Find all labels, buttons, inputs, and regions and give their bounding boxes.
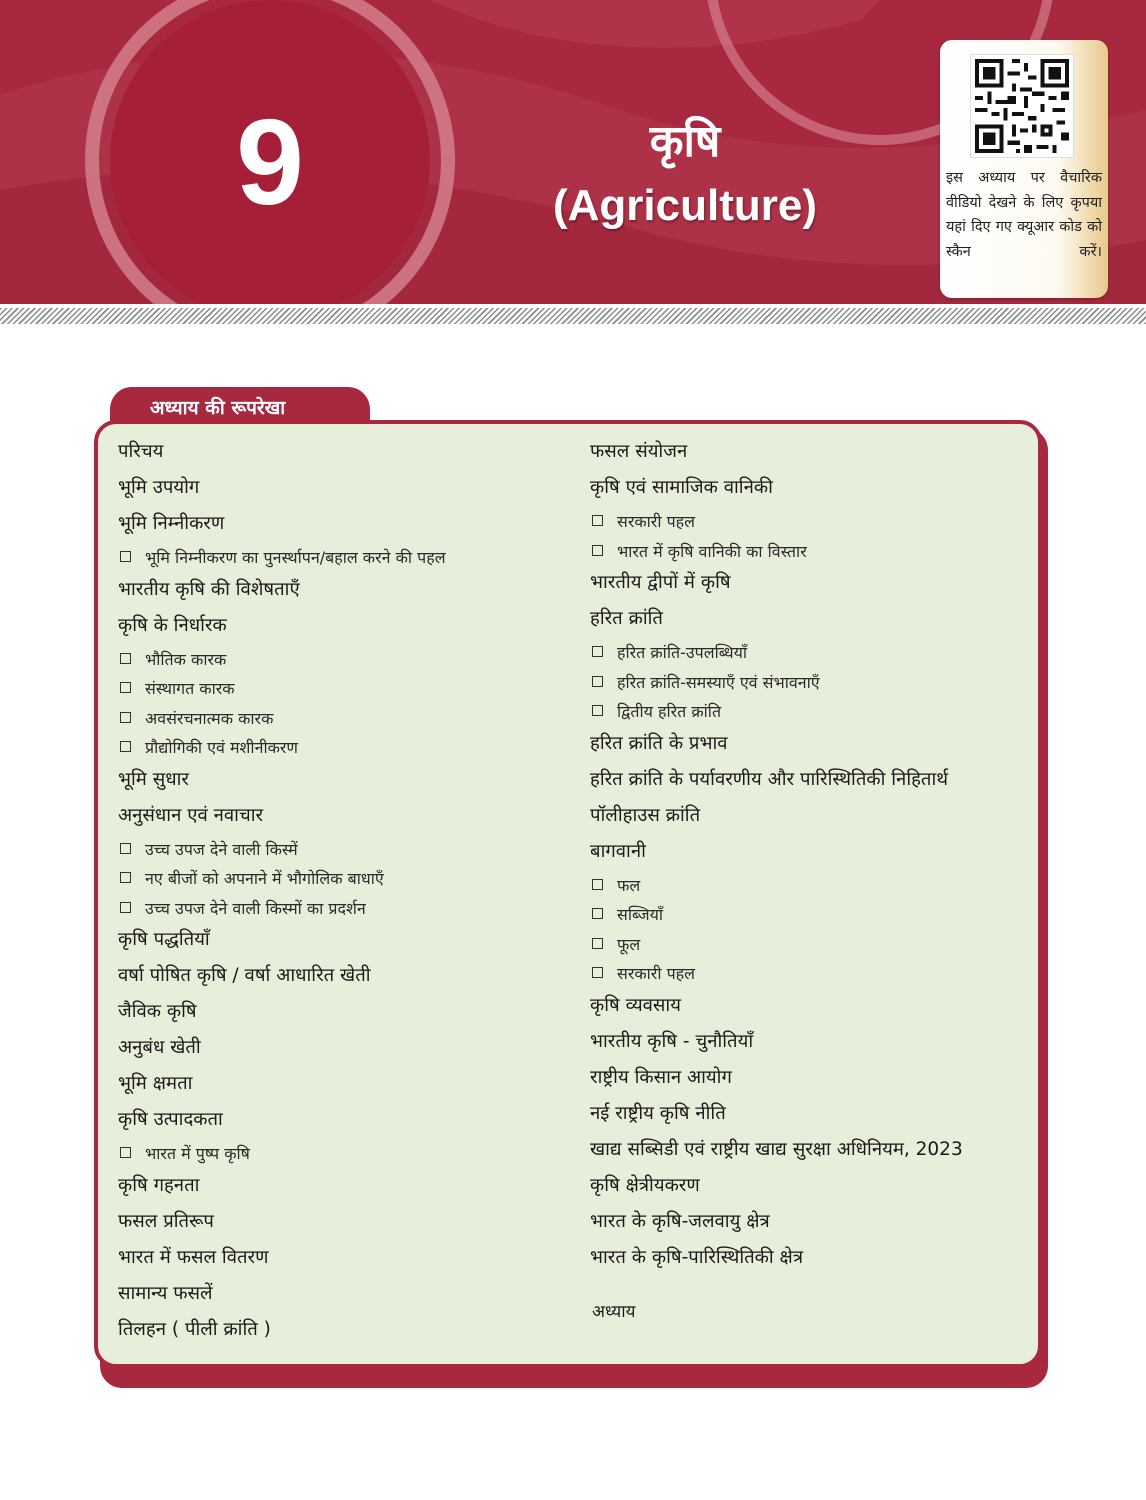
chapter-banner xyxy=(0,0,1146,304)
outline-topic: कृषि गहनता xyxy=(118,1174,200,1196)
outline-topic: कृषि एवं सामाजिक वानिकी xyxy=(590,477,773,498)
outline-subtopic: सरकारी पहल xyxy=(590,961,695,987)
outline-subtopic: प्रौद्योगिकी एवं मशीनीकरण xyxy=(118,735,298,761)
outline-topic: हरित क्रांति के पर्यावरणीय और पारिस्थितिकी निहितार्थ xyxy=(590,768,949,790)
outline-subtopic: उच्च उपज देने वाली किस्मों का प्रदर्शन xyxy=(118,896,366,922)
outline-topic: तिलहन ( पीली क्रांति ) xyxy=(118,1318,271,1340)
outline-subtopic: फल xyxy=(590,873,640,899)
outline-topic: परिचय xyxy=(118,441,164,462)
outline-topic: भूमि निम्नीकरण xyxy=(118,513,225,534)
outline-subtopic: अवसंरचनात्मक कारक xyxy=(118,706,273,732)
outline-topic: कृषि पद्धतियाँ xyxy=(118,929,210,950)
qr-caption: इस अध्याय पर वैचारिक वीडियो देखने के लिए कृपया यहां दिए गए क्यूआर कोड को स्कैन करें। xyxy=(946,170,1102,260)
outline-topic: हरित क्रांति xyxy=(590,608,663,629)
outline-topic: फसल प्रतिरूप xyxy=(118,1210,214,1232)
outline-topic: फसल संयोजन xyxy=(590,441,688,462)
outline-subtopic: भूमि निम्नीकरण का पुनर्स्थापन/बहाल करने की पहल xyxy=(118,545,446,571)
outline-topic: वर्षा पोषित कृषि / वर्षा आधारित खेती xyxy=(118,965,371,986)
outline-subtopic: हरित क्रांति-उपलब्धियाँ xyxy=(590,640,747,666)
outline-subtopic: फूल xyxy=(590,932,640,958)
outline-topic: भारत के कृषि-जलवायु क्षेत्र xyxy=(590,1210,770,1232)
outline-subtopic: अध्याय xyxy=(592,1301,636,1322)
outline-subtopic: संस्थागत कारक xyxy=(118,676,235,702)
outline-topic: भारत में फसल वितरण xyxy=(118,1246,269,1268)
outline-subtopic: द्वितीय हरित क्रांति xyxy=(590,699,721,725)
outline-subtopic: सब्जियाँ xyxy=(590,902,663,928)
chapter-title-english: (Agriculture) xyxy=(553,181,817,230)
outline-topic: कृषि व्यवसाय xyxy=(590,994,681,1016)
outline-topic: भूमि सुधार xyxy=(118,768,189,790)
outline-topic: कृषि उत्पादकता xyxy=(118,1109,223,1130)
outline-heading: अध्याय की रूपरेखा xyxy=(150,397,286,419)
outline-topic: खाद्य सब्सिडी एवं राष्ट्रीय खाद्य सुरक्षा अधिनियम, 2023 xyxy=(590,1138,963,1160)
outline-topic: अनुसंधान एवं नवाचार xyxy=(118,804,264,826)
outline-topic: बागवानी xyxy=(590,840,646,862)
hatched-divider xyxy=(0,308,1146,324)
chapter-number: 9 xyxy=(236,94,304,230)
chapter-title-hindi: कृषि xyxy=(649,116,721,167)
outline-topic: कृषि क्षेत्रीयकरण xyxy=(590,1174,700,1196)
outline-topic: हरित क्रांति के प्रभाव xyxy=(590,732,728,754)
outline-subtopic: उच्च उपज देने वाली किस्में xyxy=(118,837,298,863)
outline-topic: कृषि के निर्धारक xyxy=(118,614,227,636)
outline-subtopic: भारत में पुष्प कृषि xyxy=(118,1141,250,1167)
outline-topic: राष्ट्रीय किसान आयोग xyxy=(590,1066,732,1088)
outline-topic: भारतीय द्वीपों में कृषि xyxy=(590,572,731,593)
outline-topic: जैविक कृषि xyxy=(118,1001,197,1022)
outline-topic: अनुबंध खेती xyxy=(118,1037,201,1058)
outline-topic: भूमि उपयोग xyxy=(118,477,200,498)
qr-code-icon[interactable] xyxy=(970,54,1074,158)
outline-topic: भारतीय कृषि की विशेषताएँ xyxy=(118,578,300,600)
outline-topic: नई राष्ट्रीय कृषि नीति xyxy=(590,1102,726,1124)
outline-topic: सामान्य फसलें xyxy=(118,1282,213,1304)
outline-subtopic: भारत में कृषि वानिकी का विस्तार xyxy=(590,539,807,565)
outline-subtopic: सरकारी पहल xyxy=(590,509,695,535)
outline-topic: भारत के कृषि-पारिस्थितिकी क्षेत्र xyxy=(590,1246,804,1268)
outline-subtopic: हरित क्रांति-समस्याएँ एवं संभावनाएँ xyxy=(590,670,820,696)
outline-topic: भूमि क्षमता xyxy=(118,1073,193,1094)
outline-subtopic: भौतिक कारक xyxy=(118,647,226,673)
outline-subtopic: नए बीजों को अपनाने में भौगोलिक बाधाएँ xyxy=(118,866,384,892)
qr-card xyxy=(940,40,1108,298)
outline-topic: भारतीय कृषि - चुनौतियाँ xyxy=(590,1030,754,1052)
outline-topic: पॉलीहाउस क्रांति xyxy=(590,804,701,826)
